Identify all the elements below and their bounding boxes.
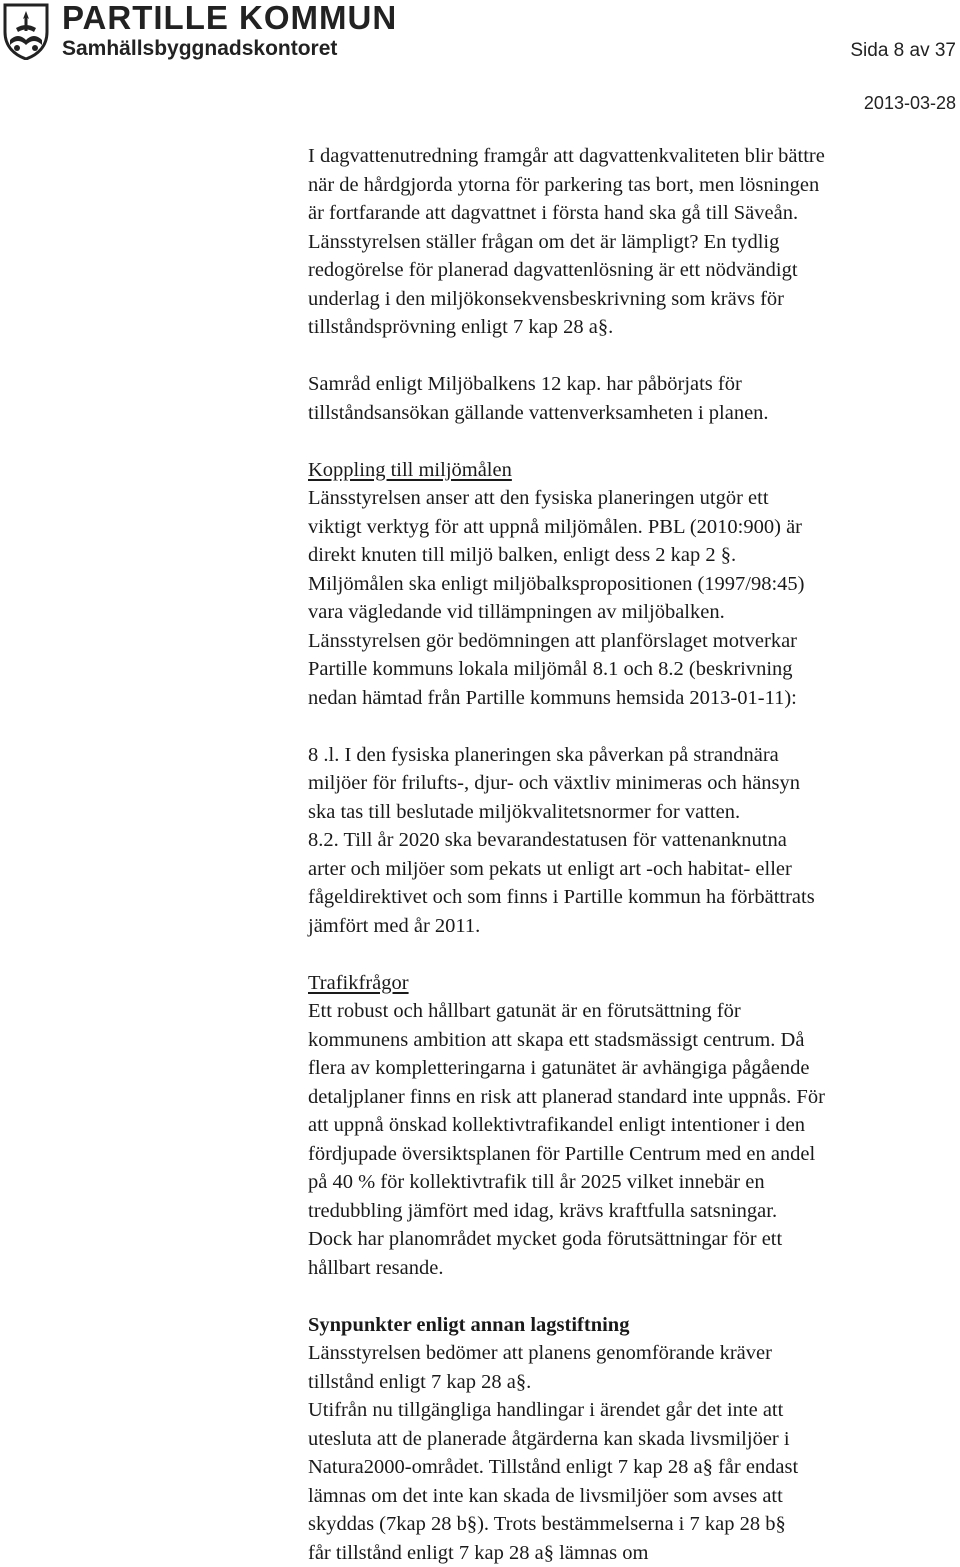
body-line: Utifrån nu tillgängliga handlingar i ärendet går det inte att — [308, 1396, 948, 1425]
body-line: direkt knuten till miljö balken, enligt dess 2 kap 2 §. — [308, 541, 948, 570]
body-line: lämnas om det inte kan skada de livsmiljöer som avses att — [308, 1482, 948, 1511]
body-line: redogörelse för planerad dagvattenlösning är ett nödvändigt — [308, 256, 948, 285]
document-date: 2013-03-28 — [864, 93, 956, 114]
section-miljomalen — [308, 456, 948, 713]
paragraph-gap — [308, 427, 948, 456]
quoted-goals — [308, 741, 948, 941]
body-line: fågeldirektivet och som finns i Partille kommun ha förbättrats — [308, 883, 948, 912]
paragraph-gap — [308, 1282, 948, 1311]
body-line: att uppnå önskad kollektivtrafikandel enligt intentioner i den — [308, 1111, 948, 1140]
body-line: utesluta att de planerade åtgärderna kan skada livsmiljöer i — [308, 1425, 948, 1454]
page-header — [0, 0, 960, 80]
body-line: nedan hämtad från Partille kommuns hemsida 2013-01-11): — [308, 684, 948, 713]
body-line: ska tas till beslutade miljökvalitetsnormer for vatten. — [308, 798, 948, 827]
body-line: hållbart resande. — [308, 1254, 948, 1283]
body-line: flera av kompletteringarna i gatunätet är avhängiga pågående — [308, 1054, 948, 1083]
section-trafikfragor — [308, 969, 948, 1283]
paragraph-gap — [308, 712, 948, 741]
body-line: miljöer för frilufts-, djur- och växtliv minimeras och hänsyn — [308, 769, 948, 798]
body-line: tredubbling jämfört med idag, krävs kraftfulla satsningar. — [308, 1197, 948, 1226]
body-line: I dagvattenutredning framgår att dagvattenkvaliteten blir bättre — [308, 142, 948, 171]
section-heading: Koppling till miljömålen — [308, 459, 512, 481]
body-line: Natura2000-området. Tillstånd enligt 7 kap 28 a§ får endast — [308, 1453, 948, 1482]
body-line: tillstånd enligt 7 kap 28 a§. — [308, 1368, 948, 1397]
body-line: Länsstyrelsen anser att den fysiska planeringen utgör ett — [308, 484, 948, 513]
document-body — [308, 142, 948, 1567]
body-line: 8.2. Till år 2020 ska bevarandestatusen för vattenanknutna — [308, 826, 948, 855]
body-line: Samråd enligt Miljöbalkens 12 kap. har påbörjats för — [308, 370, 948, 399]
body-line: Länsstyrelsen gör bedömningen att planförslaget motverkar — [308, 627, 948, 656]
body-line: kommunens ambition att skapa ett stadsmässigt centrum. Då — [308, 1026, 948, 1055]
paragraph-gap — [308, 940, 948, 969]
body-line: tillståndsansökan gällande vattenverksamheten i planen. — [308, 399, 948, 428]
paragraph-samrad — [308, 370, 948, 427]
section-heading: Synpunkter enligt annan lagstiftning — [308, 1311, 948, 1340]
body-line: får tillstånd enligt 7 kap 28 a§ lämnas om — [308, 1539, 948, 1567]
org-name: PARTILLE KOMMUN — [62, 0, 397, 36]
section-annan-lagstiftning — [308, 1311, 948, 1567]
body-line: vara vägledande vid tillämpningen av miljöbalken. — [308, 598, 948, 627]
section-heading: Trafikfrågor — [308, 972, 409, 994]
paragraph-gap — [308, 342, 948, 371]
body-line: jämfört med år 2011. — [308, 912, 948, 941]
body-line: Partille kommuns lokala miljömål 8.1 och 8.2 (beskrivning — [308, 655, 948, 684]
body-line: på 40 % för kollektivtrafik till år 2025 vilket innebär en — [308, 1168, 948, 1197]
body-line: tillståndsprövning enligt 7 kap 28 a§. — [308, 313, 948, 342]
page-number: Sida 8 av 37 — [850, 40, 956, 62]
department-name: Samhällsbyggnadskontoret — [62, 36, 337, 62]
body-line: Dock har planområdet mycket goda förutsättningar för ett — [308, 1225, 948, 1254]
body-line: underlag i den miljökonsekvensbeskrivning som krävs för — [308, 285, 948, 314]
body-line: viktigt verktyg för att uppnå miljömålen. PBL (2010:900) är — [308, 513, 948, 542]
body-line: Länsstyrelsen bedömer att planens genomförande kräver — [308, 1339, 948, 1368]
body-line: Länsstyrelsen ställer frågan om det är lämpligt? En tydlig — [308, 228, 948, 257]
body-line: är fortfarande att dagvattnet i första hand ska gå till Säveån. — [308, 199, 948, 228]
body-line: 8 .l. I den fysiska planeringen ska påverkan på strandnära — [308, 741, 948, 770]
body-line: när de hårdgjorda ytorna för parkering tas bort, men lösningen — [308, 171, 948, 200]
body-line: skyddas (7kap 28 b§). Trots bestämmelserna i 7 kap 28 b§ — [308, 1510, 948, 1539]
body-line: Miljömålen ska enligt miljöbalkspropositionen (1997/98:45) — [308, 570, 948, 599]
body-line: detaljplaner finns en risk att planerad standard inte uppnås. För — [308, 1083, 948, 1112]
body-line: fördjupade översiktsplanen för Partille Centrum med en andel — [308, 1140, 948, 1169]
partille-coat-of-arms-icon — [2, 2, 50, 60]
paragraph-dagvatten — [308, 142, 948, 342]
body-line: Ett robust och hållbart gatunät är en förutsättning för — [308, 997, 948, 1026]
body-line: arter och miljöer som pekats ut enligt art -och habitat- eller — [308, 855, 948, 884]
